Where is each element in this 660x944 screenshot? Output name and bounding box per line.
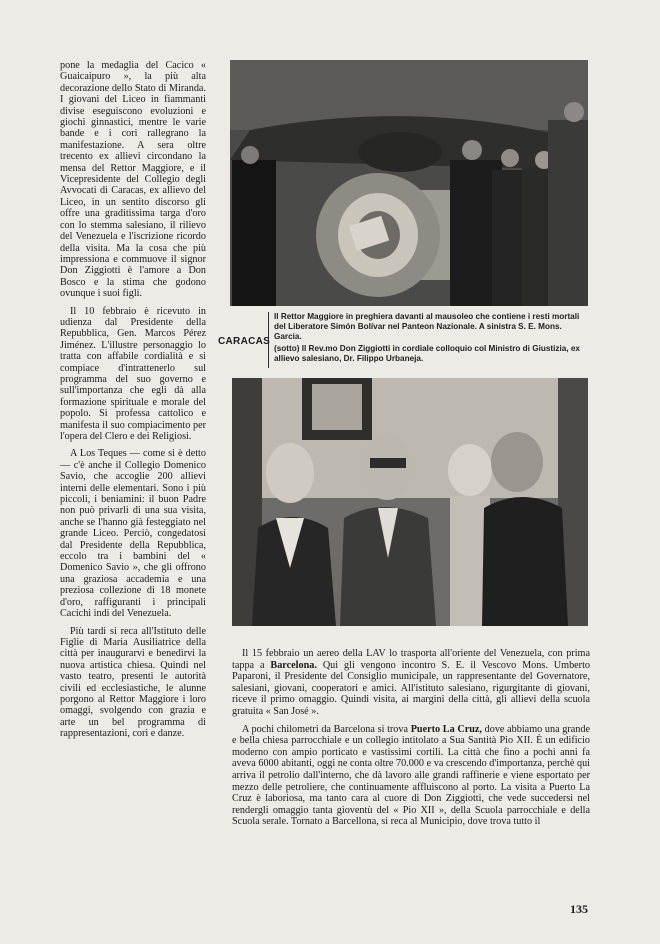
photo-mausoleum-prayer	[230, 60, 588, 306]
photo-minister-conversation	[232, 378, 588, 626]
place-name-puerto-la-cruz: Puerto La Cruz,	[410, 723, 482, 735]
bottom-text-column	[232, 648, 590, 834]
text-run: dove abbiamo una grande e bella chiesa parrocchiale e un collegio intitolato a Sua Santità Pio XII. È un edificio moderno con ampio porticato e vastissimi cortili. La città che fino a pochi anni fa aveva 6000 abitanti, oggi ne conta oltre 70.000 e va crescendo d'importanza, perchè qui arriva il petrolio dall'interno, che dà lavoro alle grandi raffinerie e viene esportato per mezzo delle petroliere, che continuamente affluiscono al porto. La visita a Puerto La Cruz è laboriosa, ma tanto cara al cuore di Don Ziggiotti, che vede succedersi nel rendergli omaggio tanta gioventù del « Pio XII », della Scuola parrocchiale e della Scuola serale. Tornato a Barcellona, si reca al Municipio, dove trova tutto il	[232, 723, 590, 828]
text-run: A pochi chilometri da Barcelona si trova	[242, 723, 411, 735]
paragraph: Il 10 febbraio è ricevuto in udienza dal Presidente della Repubblica, Gen. Marcos Pérez Jiménez. L'illustre personaggio lo tratta con affabile cordialità e si compiace d'intrattenerlo sul programma del suo governo e sull'importanza che egli dà alla formazione spirituale e morale del popolo. Si professa cattolico e manifesta il suo compiacimento per l'opera del Clero e dei Religiosi.	[60, 305, 206, 442]
caption-line: Il Rettor Maggiore in preghiera davanti al mausoleo che contiene i resti mortali del Liberatore Simón Bolívar nel Panteon Nazionale. A sinistra S. E. Mons. Garcia.	[274, 312, 580, 341]
paragraph: pone la medaglia del Cacico « Guaicaipuro », la più alta decorazione dello Stato di Miranda. I giovani del Liceo in fiammanti divise eseguiscono evoluzioni e giochi ginnastici, mentre le varie bande e i cori rallegrano la manifestazione. A sera oltre trecento ex allievi circondano la mensa del Rettor Maggiore, e il Vicepresidente del Collegio degli Avvocati di Caracas, ex allievo del Liceo, in un sentito discorso gli offre una graditissima targa d'oro con lo stemma salesiano, il rilievo del Venezuela e l'iscrizione ricordo della visita. Ma la cosa che più impressiona e commuove il signor Don Ziggiotti è l'amore a Don Bosco e la stima che godono ovunque i suoi figli.	[60, 60, 206, 300]
paragraph: Più tardi si reca all'Istituto delle Figlie di Maria Ausiliatrice della città per inaugurarvi e benedirvi la nuova artistica chiesa. Quindi nel vasto teatro, presenti le autorità civili ed ecclesiastiche, le alunne porgono al Rettor Maggiore i loro omaggi, svolgendo con grazia e arte un bel programma di rappresentazioni, cori e danze.	[60, 625, 206, 740]
caption-place-label: CARACAS	[218, 336, 271, 347]
paragraph: A Los Teques — come si è detto — c'è anche il Collegio Domenico Savio, che accoglie 200 allievi interni delle elementari. Sono i più piccoli, i beniamini: il buon Padre non può privarli di una sua visita, anche se l'hanno già festeggiato nel grande Liceo. Perciò, congedatosi dal Presidente della Repubblica, eccolo tra i bambini del « Domenico Savio », che gli offrono una graziosa accademia e una preziosa collezione di 18 monete d'oro, raffiguranti i principali Cacichi indi del Venezuela.	[60, 448, 206, 620]
text-run: Il 15 febbraio un aereo della LAV lo trasporta all'oriente del Venezuela, con prima tappa a	[232, 648, 590, 671]
left-text-column	[60, 60, 206, 746]
place-name-barcelona: Barcelona.	[270, 659, 317, 671]
text-run: Qui gli vengono incontro S. E. il Vescovo Mons. Umberto Paparoni, il Presidente del Consiglio municipale, un rappresentante del Governatore, salesiani, giovani, cooperatori e amici. All'istituto salesiano, rigurgitante di giovani, riceve il primo omaggio. Quindi visita, ai margini della città, gli allievi della scuola gratuita « San José ».	[232, 659, 590, 717]
paragraph	[232, 648, 590, 718]
paragraph	[232, 724, 590, 828]
page-number: 135	[570, 902, 588, 916]
caption-line: (sotto) Il Rev.mo Don Ziggiotti in cordiale colloquio col Ministro di Giustizia, ex allievo salesiano, Dr. Filippo Urbaneja.	[274, 344, 580, 363]
photo-caption	[274, 312, 590, 366]
